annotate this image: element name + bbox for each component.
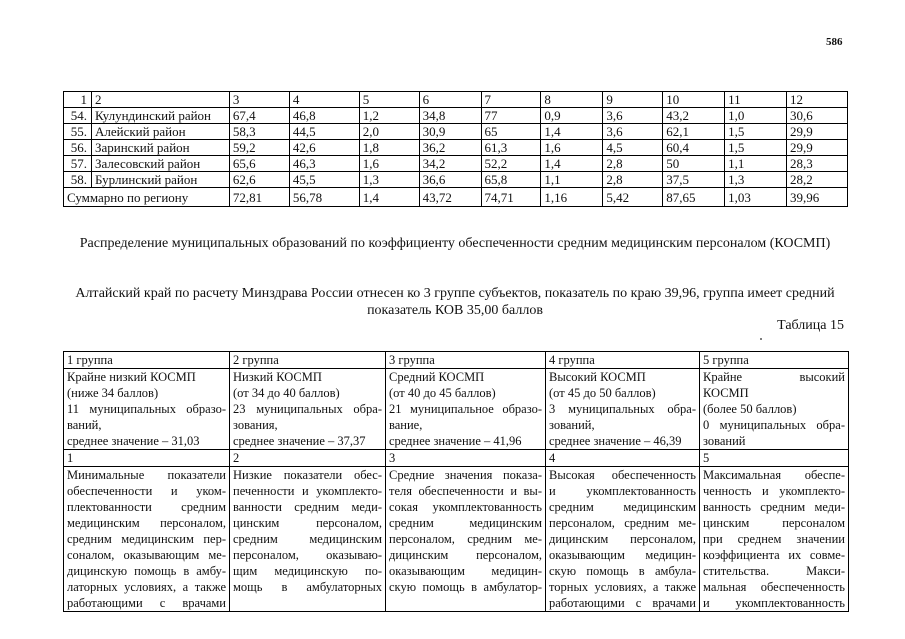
table-cell: 37,5 — [663, 172, 725, 188]
header-cell: 4 — [289, 92, 359, 108]
table-cell: 1,5 — [725, 124, 787, 140]
table-header-row — [64, 92, 848, 108]
group-description-line: персоналом, средним ме- — [549, 516, 696, 530]
group-info-line: 21 муниципальное образо- — [389, 402, 542, 416]
group-description-line: теля обеспеченности и вы- — [389, 484, 542, 498]
groups-number-row — [64, 450, 849, 467]
group-info-line: среднее значение – 46,39 — [549, 434, 682, 448]
table-cell: 1,6 — [359, 156, 419, 172]
table-cell: 61,3 — [481, 140, 541, 156]
group-description-line: скую помощь в амбула- — [549, 564, 696, 578]
group-description-line: средним медицинским — [389, 516, 542, 530]
groups-table — [63, 351, 849, 612]
group-number-cell: 5 — [700, 450, 849, 467]
table-cell: 1,2 — [359, 108, 419, 124]
table-cell: 36,6 — [419, 172, 481, 188]
group-description-line: средним медицинским — [233, 532, 382, 546]
group-info-line: 23 муниципальных обра- — [233, 402, 382, 416]
group-title-cell: 2 группа — [230, 352, 386, 369]
group-description-line: торных условиях, а также — [549, 580, 696, 594]
group-number-cell: 2 — [230, 450, 386, 467]
group-description-line: ванность средним меди- — [703, 500, 845, 514]
table-cell: 54. — [64, 108, 92, 124]
group-description-line: и укомплектованность — [703, 596, 845, 610]
group-description-line: стительства. Макси- — [703, 564, 845, 578]
group-description-cell — [64, 467, 230, 612]
regional-indicators-table — [63, 91, 848, 207]
group-info-line: (от 34 до 40 баллов) — [233, 386, 340, 400]
table-cell: 1,4 — [541, 124, 603, 140]
table-cell: 65,8 — [481, 172, 541, 188]
group-description-line: Высокая обеспеченность — [549, 468, 696, 482]
table-cell: 1,1 — [725, 156, 787, 172]
group-info-line: Средний КОСМП — [389, 370, 485, 384]
group-description-cell — [700, 467, 849, 612]
section-heading: Распределение муниципальных образований по коэффициенту обеспеченности средним медицинским персоналом (КОСМП) — [79, 236, 831, 251]
group-info-line: среднее значение – 41,96 — [389, 434, 522, 448]
group-info-line: ваний, — [67, 418, 102, 432]
table-cell: 45,5 — [289, 172, 359, 188]
groups-title-row — [64, 352, 849, 369]
table-cell: 46,3 — [289, 156, 359, 172]
group-info-line: зования, — [233, 418, 278, 432]
total-cell: 1,03 — [725, 188, 787, 207]
table-row — [64, 124, 848, 140]
table-cell: 1,6 — [541, 140, 603, 156]
group-description-line: Максимальная обеспе- — [703, 468, 845, 482]
group-description-line: цинским персоналом — [703, 516, 845, 530]
group-number-cell: 1 — [64, 450, 230, 467]
group-info-line: (от 45 до 50 баллов) — [549, 386, 656, 400]
regional-indicators-body — [64, 92, 848, 207]
group-info-line: 3 муниципальных обра- — [549, 402, 696, 416]
group-info-line: Высокий КОСМП — [549, 370, 646, 384]
group-description-line: Низкие показатели обес- — [233, 468, 382, 482]
group-title-cell: 5 группа — [700, 352, 849, 369]
table-row — [64, 108, 848, 124]
group-info-line: среднее значение – 31,03 — [67, 434, 200, 448]
header-cell: 9 — [603, 92, 663, 108]
table-cell: 29,9 — [787, 140, 848, 156]
district-name-cell: Залесовский район — [91, 156, 229, 172]
group-description-line: и укомплектованность — [549, 484, 696, 498]
table-cell: 36,2 — [419, 140, 481, 156]
group-info-line: 0 муниципальных обра- — [703, 418, 845, 432]
group-description-line: работающими с врачами — [549, 596, 696, 610]
total-row — [64, 188, 848, 207]
group-info-line: 11 муниципальных образо- — [67, 402, 226, 416]
table-cell: 1,4 — [541, 156, 603, 172]
district-name-cell: Заринский район — [91, 140, 229, 156]
group-description-line: Средние значения показа- — [389, 468, 542, 482]
total-cell: 74,71 — [481, 188, 541, 207]
total-cell: 5,42 — [603, 188, 663, 207]
table-cell: 60,4 — [663, 140, 725, 156]
group-description-line: скую помощь в амбулатор- — [389, 580, 542, 594]
group-description-line: медицинским персоналом, — [67, 516, 226, 530]
group-description-line: при среднем значении — [703, 532, 845, 546]
table-cell: 56. — [64, 140, 92, 156]
group-description-cell — [230, 467, 386, 612]
table-cell: 34,8 — [419, 108, 481, 124]
table-cell: 44,5 — [289, 124, 359, 140]
total-cell: 87,65 — [663, 188, 725, 207]
table-row — [64, 172, 848, 188]
table-cell: 65 — [481, 124, 541, 140]
group-description-line: Минимальные показатели — [67, 468, 226, 482]
group-description-cell — [386, 467, 546, 612]
group-description-line: коэффициента их совме- — [703, 548, 845, 562]
table-cell: 62,1 — [663, 124, 725, 140]
group-description-line: дицинским персоналом, — [389, 548, 542, 562]
group-description-line: оказывающим медицин- — [549, 548, 696, 562]
table-cell: 30,9 — [419, 124, 481, 140]
table-cell: 1,1 — [541, 172, 603, 188]
table-cell: 55. — [64, 124, 92, 140]
table-cell: 34,2 — [419, 156, 481, 172]
group-number-cell: 4 — [546, 450, 700, 467]
header-cell: 7 — [481, 92, 541, 108]
header-cell: 5 — [359, 92, 419, 108]
group-info-line: среднее значение – 37,37 — [233, 434, 366, 448]
group-description-line: оказывающим медицин- — [389, 564, 542, 578]
groups-description-row — [64, 467, 849, 612]
group-info-cell — [230, 369, 386, 450]
table-cell: 29,9 — [787, 124, 848, 140]
group-info-line: Крайне низкий КОСМП — [67, 370, 196, 384]
group-description-line: персоналом, средним ме- — [389, 532, 542, 546]
table-cell: 50 — [663, 156, 725, 172]
total-cell: 1,16 — [541, 188, 603, 207]
table-cell: 42,6 — [289, 140, 359, 156]
total-cell: 43,72 — [419, 188, 481, 207]
header-cell: 3 — [229, 92, 289, 108]
total-cell: 56,78 — [289, 188, 359, 207]
table-cell: 57. — [64, 156, 92, 172]
group-description-line: средним медицинским пер- — [67, 532, 226, 546]
header-cell: 11 — [725, 92, 787, 108]
table-cell: 67,4 — [229, 108, 289, 124]
group-info-line: (ниже 34 баллов) — [67, 386, 159, 400]
table-cell: 1,0 — [725, 108, 787, 124]
table-cell: 77 — [481, 108, 541, 124]
table-cell: 1,8 — [359, 140, 419, 156]
group-title-cell: 3 группа — [386, 352, 546, 369]
district-name-cell: Бурлинский район — [91, 172, 229, 188]
group-number-cell: 3 — [386, 450, 546, 467]
group-info-cell — [546, 369, 700, 450]
table-cell: 2,8 — [603, 156, 663, 172]
group-description-line: щим медицинскую по- — [233, 564, 382, 578]
group-description-line: цинским персоналом, — [233, 516, 382, 530]
table-cell: 0,9 — [541, 108, 603, 124]
group-description-cell — [546, 467, 700, 612]
groups-info-row — [64, 369, 849, 450]
group-description-line: соналом, оказывающим ме- — [67, 548, 226, 562]
table-cell: 1,5 — [725, 140, 787, 156]
header-cell: 12 — [787, 92, 848, 108]
group-description-line: ченность и укомплекто- — [703, 484, 845, 498]
table-cell: 28,3 — [787, 156, 848, 172]
table-cell: 46,8 — [289, 108, 359, 124]
scan-speck — [760, 338, 762, 340]
table-cell: 59,2 — [229, 140, 289, 156]
table-cell: 52,2 — [481, 156, 541, 172]
header-cell: 1 — [64, 92, 92, 108]
group-description-line: персоналом, оказываю- — [233, 548, 382, 562]
group-description-line: сокая укомплектованность — [389, 500, 542, 514]
table-cell: 2,0 — [359, 124, 419, 140]
total-cell: 39,96 — [787, 188, 848, 207]
table-row — [64, 140, 848, 156]
group-description-line: плектованности средним — [67, 500, 226, 514]
group-description-line: дицинскую помощь в амбу- — [67, 564, 226, 578]
table-cell: 62,6 — [229, 172, 289, 188]
group-info-line: зований — [703, 434, 746, 448]
group-info-line: (более 50 баллов) — [703, 402, 797, 416]
table-cell: 28,2 — [787, 172, 848, 188]
district-name-cell: Алейский район — [91, 124, 229, 140]
header-cell: 10 — [663, 92, 725, 108]
group-info-line: Крайне высокий — [703, 370, 845, 384]
group-title-cell: 4 группа — [546, 352, 700, 369]
group-info-cell — [700, 369, 849, 450]
group-info-line: (от 40 до 45 баллов) — [389, 386, 496, 400]
total-label-cell: Суммарно по региону — [64, 188, 230, 207]
page-number: 586 — [826, 36, 843, 48]
group-info-line: Низкий КОСМП — [233, 370, 322, 384]
section-subheading: Алтайский край по расчету Минздрава России отнесен ко 3 группе субъектов, показатель по краю 39,96, группа имеет средний показатель КОВ 35,00 баллов — [75, 286, 835, 318]
group-description-line: обеспеченности и уком- — [67, 484, 226, 498]
district-name-cell: Кулундинский район — [91, 108, 229, 124]
group-info-line: КОСМП — [703, 386, 749, 400]
group-description-line: средним медицинским — [549, 500, 696, 514]
table-cell: 3,6 — [603, 108, 663, 124]
total-cell: 1,4 — [359, 188, 419, 207]
group-info-cell — [386, 369, 546, 450]
table-cell: 30,6 — [787, 108, 848, 124]
table-cell: 65,6 — [229, 156, 289, 172]
table-cell: 58. — [64, 172, 92, 188]
table-cell: 43,2 — [663, 108, 725, 124]
table-cell: 1,3 — [359, 172, 419, 188]
group-info-cell — [64, 369, 230, 450]
table-cell: 2,8 — [603, 172, 663, 188]
group-description-line: дицинским персоналом, — [549, 532, 696, 546]
table-cell: 3,6 — [603, 124, 663, 140]
header-cell: 2 — [91, 92, 229, 108]
group-info-line: вание, — [389, 418, 423, 432]
table-label: Таблица 15 — [777, 318, 844, 333]
group-description-line: латорных условиях, а также — [67, 580, 226, 594]
table-cell: 4,5 — [603, 140, 663, 156]
table-cell: 1,3 — [725, 172, 787, 188]
group-description-line: ванности средним меди- — [233, 500, 382, 514]
group-description-line: мальная обеспеченность — [703, 580, 845, 594]
header-cell: 8 — [541, 92, 603, 108]
group-description-line: работающими с врачами — [67, 596, 226, 610]
group-info-line: зований, — [549, 418, 595, 432]
table-cell: 58,3 — [229, 124, 289, 140]
header-cell: 6 — [419, 92, 481, 108]
group-title-cell: 1 группа — [64, 352, 230, 369]
group-description-line: мощь в амбулаторных — [233, 580, 382, 594]
table-row — [64, 156, 848, 172]
group-description-line: печенности и укомплекто- — [233, 484, 382, 498]
total-cell: 72,81 — [229, 188, 289, 207]
